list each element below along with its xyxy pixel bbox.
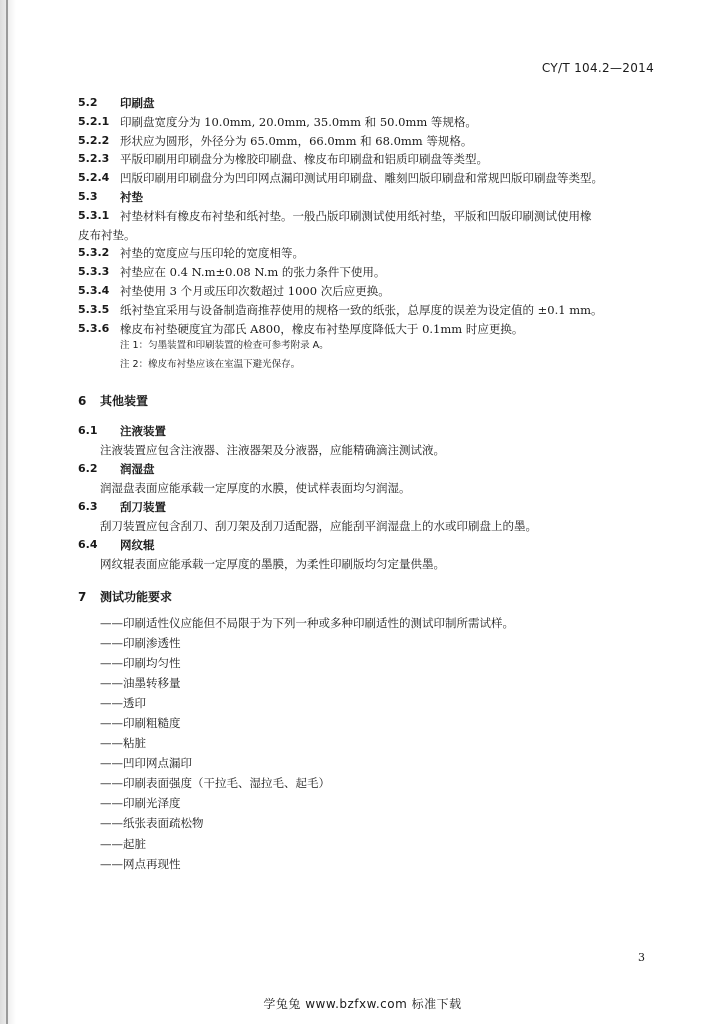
footer-watermark: 学兔兔 www.bzfxw.com 标准下载 xyxy=(263,997,462,1011)
clause-continuation: 皮布衬垫。 xyxy=(78,227,136,242)
page-number: 3 xyxy=(638,951,645,964)
clause-number: 5.3 xyxy=(78,189,98,203)
paragraph: 网纹辊表面应能承载一定厚度的墨膜，为柔性印刷版均匀定量供墨。 xyxy=(100,556,445,571)
clause-number: 6.4 xyxy=(78,537,98,551)
clause xyxy=(78,170,658,186)
list-item: ——凹印网点漏印 xyxy=(100,756,192,771)
clause-number: 5.3.6 xyxy=(78,321,110,335)
clause-number: 6.3 xyxy=(78,499,98,513)
subsection-heading xyxy=(78,499,658,515)
subsection-title: 网纹辊 xyxy=(120,537,155,552)
subsection-heading xyxy=(78,189,658,205)
clause-number: 5.2.2 xyxy=(78,133,110,147)
list-item: ——印刷表面强度（干拉毛、湿拉毛、起毛） xyxy=(100,776,330,791)
list-item: ——油墨转移量 xyxy=(100,675,181,690)
subsection-heading xyxy=(78,95,658,111)
paragraph: 润湿盘表面应能承载一定厚度的水膜，使试样表面均匀润湿。 xyxy=(100,480,411,495)
clause-text: 橡皮布衬垫硬度宜为邵氏 A800，橡皮布衬垫厚度降低大于 0.1mm 时应更换。 xyxy=(120,321,524,336)
clause-text: 平版印刷用印刷盘分为橡胶印刷盘、橡皮布印刷盘和铝质印刷盘等类型。 xyxy=(120,152,488,167)
section-heading xyxy=(78,589,658,605)
clause-number: 5.2.1 xyxy=(78,114,110,128)
list-item: ——印刷粗糙度 xyxy=(100,716,181,731)
clause-number: 6.1 xyxy=(78,424,98,438)
clause xyxy=(78,133,658,149)
paragraph: 刮刀装置应包含刮刀、刮刀架及刮刀适配器，应能刮平润湿盘上的水或印刷盘上的墨。 xyxy=(100,518,537,533)
subsection-heading xyxy=(78,423,658,439)
subsection-title: 印刷盘 xyxy=(120,96,155,110)
list-item: ——印刷适性仪应能但不局限于为下列一种或多种印刷适性的测试印制所需试样。 xyxy=(100,615,514,630)
spacer xyxy=(78,605,658,615)
section-heading xyxy=(78,393,658,409)
standard-code: CY/T 104.2—2014 xyxy=(541,61,654,75)
clause-number: 5.3.2 xyxy=(78,246,110,260)
clause-text: 纸衬垫宜采用与设备制造商推荐使用的规格一致的纸张，总厚度的误差为设定值的 ±0.1 mm。 xyxy=(120,302,603,317)
subsection-heading xyxy=(78,461,658,477)
clause xyxy=(78,208,658,224)
clause xyxy=(78,151,658,167)
clause-number: 5.3.5 xyxy=(78,302,110,316)
clause xyxy=(78,245,658,261)
clause xyxy=(78,283,658,299)
spacer xyxy=(78,409,658,423)
subsection-heading xyxy=(78,537,658,553)
note: 注 1：匀墨装置和印刷装置的检查可参考附录 A。 xyxy=(120,340,329,352)
list-item: ——纸张表面疏松物 xyxy=(100,816,204,831)
clause xyxy=(78,321,658,337)
subsection-title: 刮刀装置 xyxy=(120,499,166,514)
list-item: ——透印 xyxy=(100,695,146,710)
clause xyxy=(78,302,658,318)
clause-number: 5.3.3 xyxy=(78,265,110,279)
clause-text: 衬垫使用 3 个月或压印次数超过 1000 次后应更换。 xyxy=(120,283,390,298)
clause-number: 5.2.3 xyxy=(78,152,110,166)
clause xyxy=(78,114,658,130)
clause-text: 衬垫应在 0.4 N.m±0.08 N.m 的张力条件下使用。 xyxy=(120,265,386,280)
note: 注 2：橡皮布衬垫应该在室温下避光保存。 xyxy=(120,359,301,371)
clause-text: 印刷盘宽度分为 10.0mm, 20.0mm, 35.0mm 和 50.0mm 等规格。 xyxy=(120,114,477,129)
clause xyxy=(78,264,658,280)
list-item: ——印刷均匀性 xyxy=(100,655,181,670)
list-item: ——网点再现性 xyxy=(100,856,181,871)
paragraph: 注液装置应包含注液器、注液器架及分液器，应能精确滴注测试液。 xyxy=(100,443,445,458)
clause-text: 凹版印刷用印刷盘分为凹印网点漏印测试用印刷盘、雕刻凹版印刷盘和常规凹版印刷盘等类型。 xyxy=(120,171,603,186)
spacer xyxy=(78,377,658,393)
clause-text: 衬垫材料有橡皮布衬垫和纸衬垫。一般凸版印刷测试使用纸衬垫，平版和凹版印刷测试使用橡 xyxy=(120,208,592,223)
clause-number: 5.2.4 xyxy=(78,171,110,185)
section-title: 测试功能要求 xyxy=(100,589,173,604)
clause-number: 5.2 xyxy=(78,96,98,109)
scan-edge xyxy=(0,0,16,1024)
section-number: 6 xyxy=(78,394,87,409)
section-number: 7 xyxy=(78,589,87,604)
clause-text: 衬垫的宽度应与压印轮的宽度相等。 xyxy=(120,246,304,261)
list-item: ——起脏 xyxy=(100,836,146,851)
clause-number: 6.2 xyxy=(78,462,98,476)
section-title: 其他装置 xyxy=(100,394,149,409)
subsection-title: 润湿盘 xyxy=(120,462,155,477)
subsection-title: 衬垫 xyxy=(120,189,143,204)
list-item: ——印刷光泽度 xyxy=(100,796,181,811)
clause-number: 5.3.1 xyxy=(78,208,110,222)
list-item: ——印刷渗透性 xyxy=(100,635,181,650)
clause-text: 形状应为圆形，外径分为 65.0mm，66.0mm 和 68.0mm 等规格。 xyxy=(120,133,473,148)
spacer xyxy=(78,575,658,589)
list-item: ——粘脏 xyxy=(100,736,146,751)
subsection-title: 注液装置 xyxy=(120,424,166,439)
document-body xyxy=(78,95,658,876)
scan-binding-line xyxy=(6,0,8,1024)
clause-number: 5.3.4 xyxy=(78,283,110,297)
